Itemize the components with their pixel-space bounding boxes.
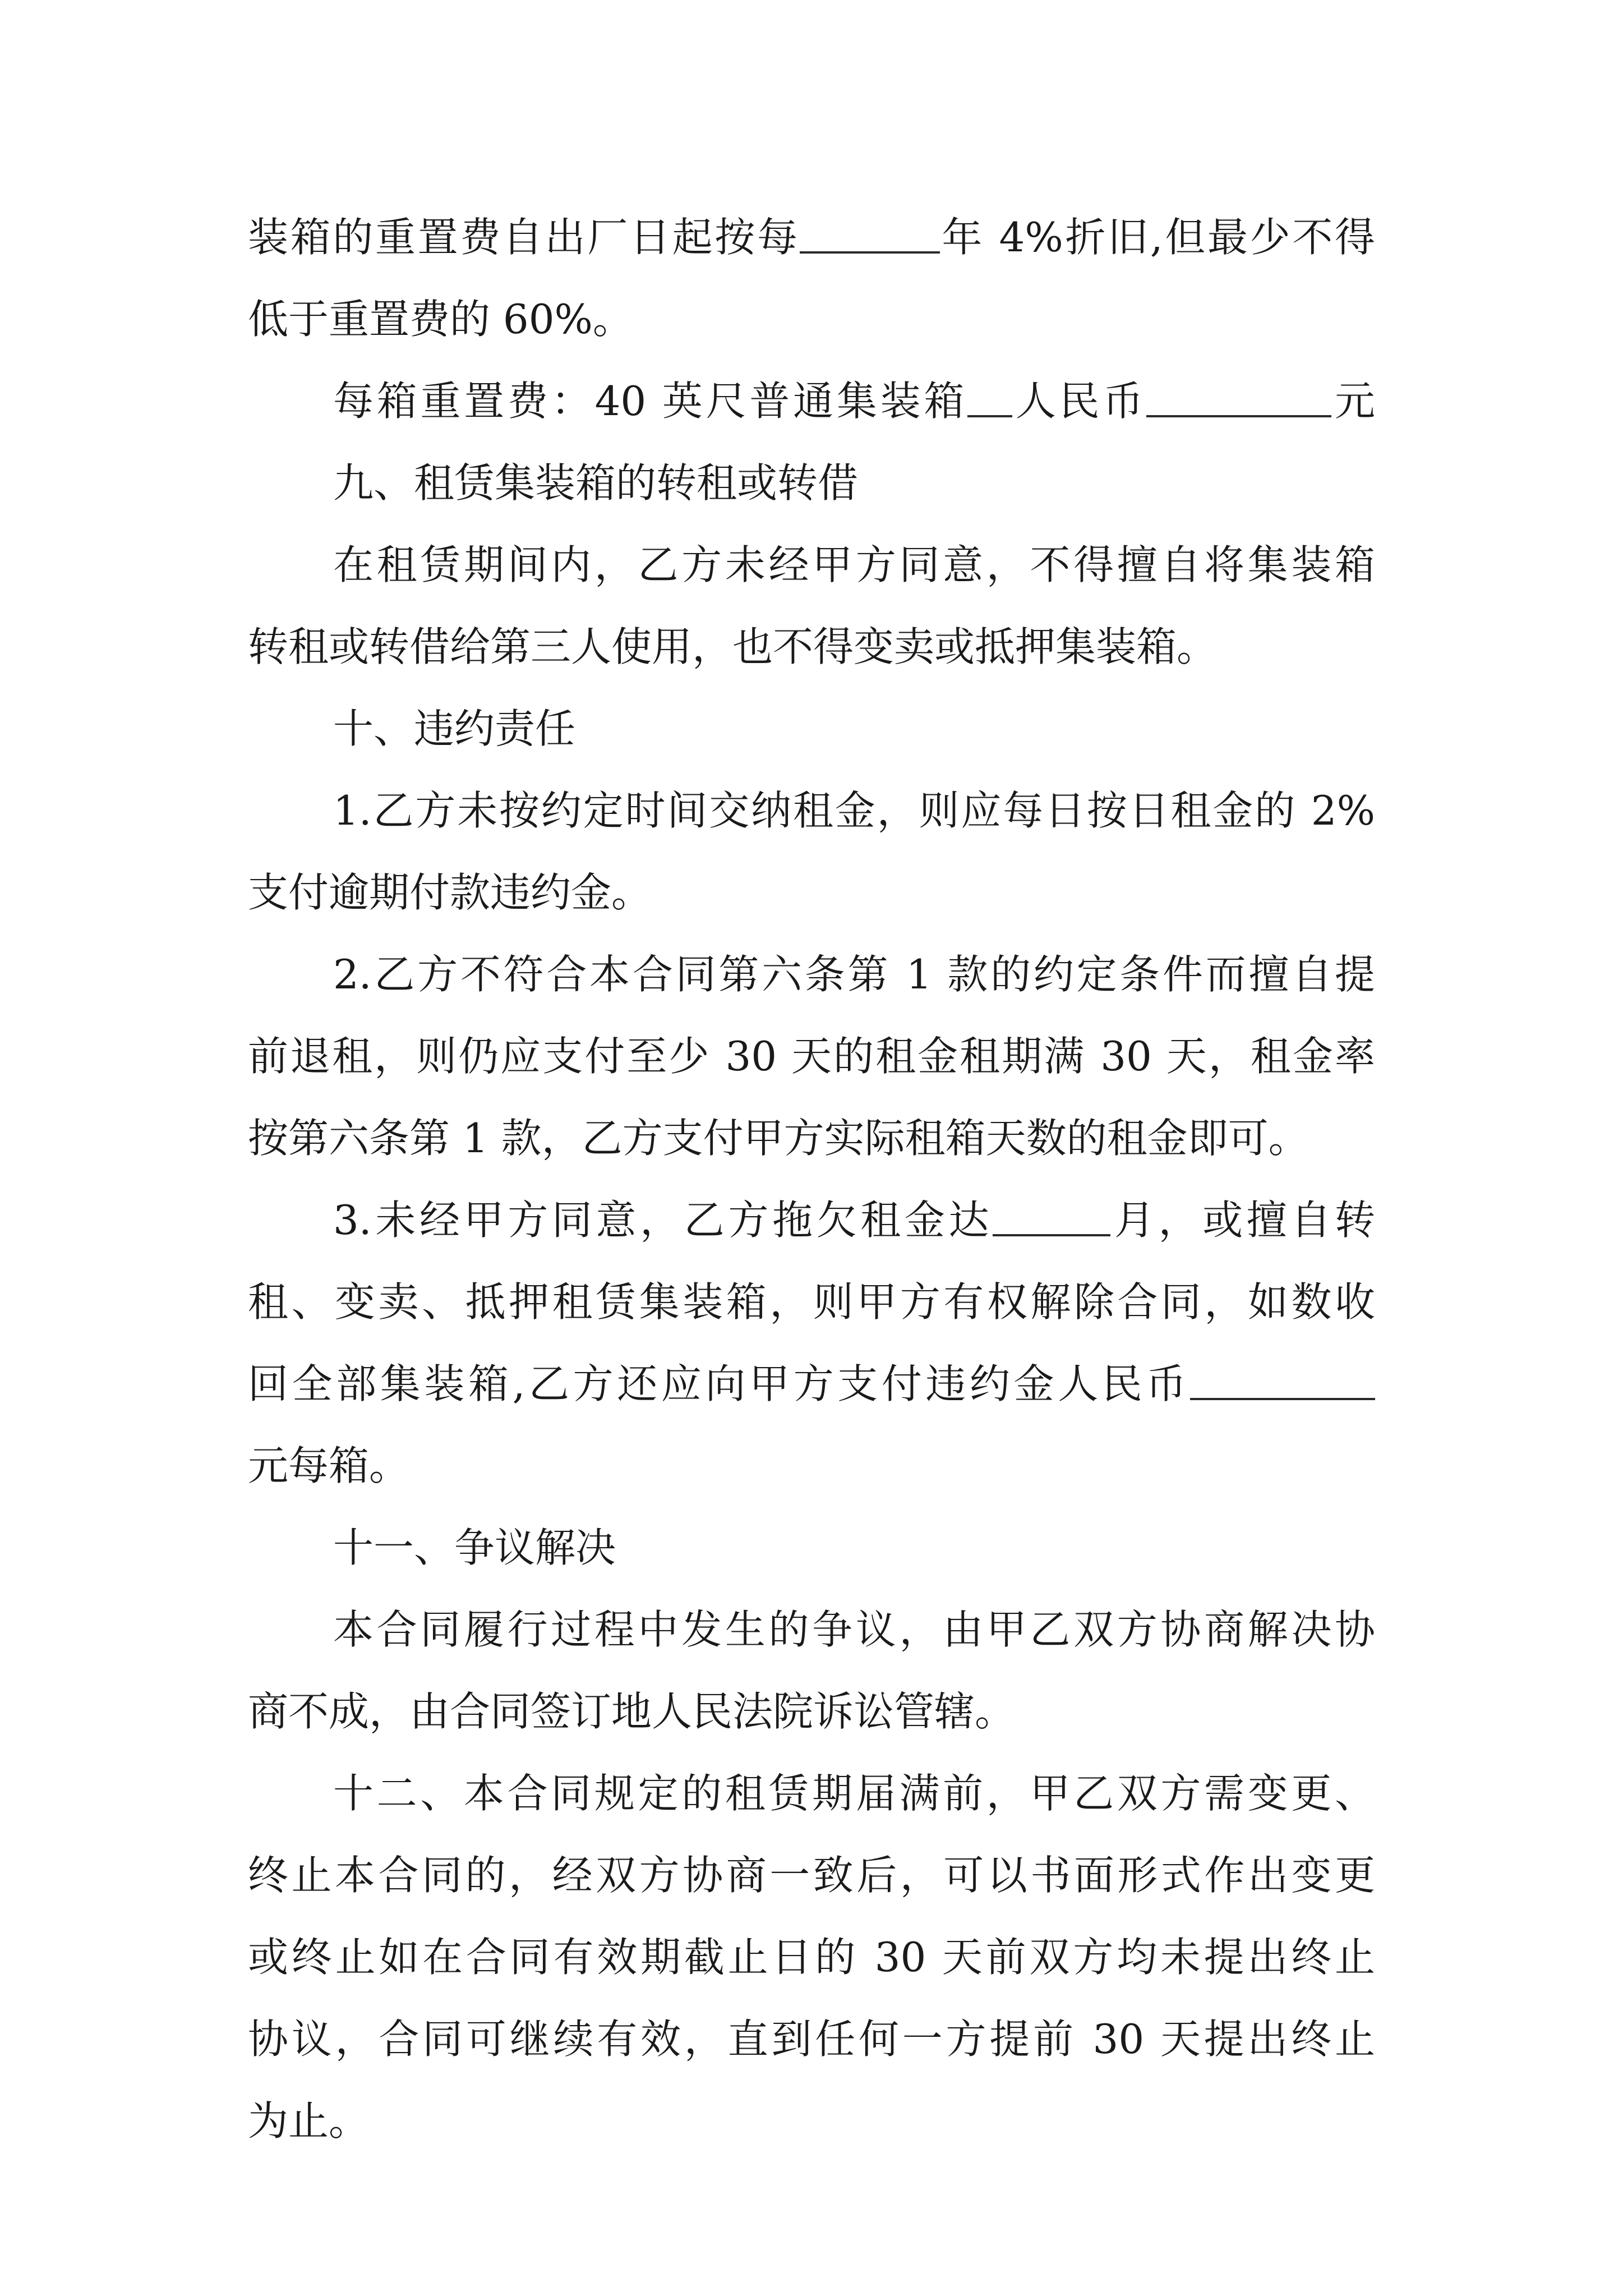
section-11-line-1: 本合同履行过程中发生的争议，由甲乙双方协商解决协 bbox=[333, 1606, 1375, 1653]
section-12-line-3: 或终止如在合同有效期截止日的 30 天前双方均未提出终止 bbox=[248, 1934, 1375, 1981]
section-12-line-2: 终止本合同的，经双方协商一致后，可以书面形式作出变更 bbox=[248, 1852, 1375, 1899]
section-9-heading: 九、租赁集装箱的转租或转借 bbox=[333, 459, 859, 507]
section-10-item-3-line-3 bbox=[248, 1343, 1375, 1425]
fill-in-blank bbox=[967, 381, 1012, 417]
section-12-line-4: 协议，合同可继续有效，直到任何一方提前 30 天提出终止 bbox=[248, 2016, 1375, 2063]
section-10-heading: 十、违约责任 bbox=[333, 705, 576, 752]
section-10-item-2-line-3: 按第六条第 1 款，乙方支付甲方实际租箱天数的租金即可。 bbox=[248, 1115, 1309, 1162]
fill-in-blank bbox=[800, 218, 940, 254]
section-9-line-1: 在租赁期间内，乙方未经甲方同意，不得擅自将集装箱 bbox=[333, 541, 1375, 588]
section-9-line-2: 转租或转借给第三人使用，也不得变卖或抵押集装箱。 bbox=[248, 623, 1218, 670]
text-fragment: 年 4%折旧,但最少不得 bbox=[939, 214, 1375, 261]
replacement-cost-line bbox=[248, 360, 1375, 442]
text-fragment: 元 bbox=[1331, 378, 1375, 425]
section-11-heading: 十一、争议解决 bbox=[333, 1524, 616, 1571]
depreciation-line-2: 低于重置费的 60%。 bbox=[248, 296, 633, 343]
fill-in-blank bbox=[1190, 1364, 1375, 1400]
section-12-line-5: 为止。 bbox=[248, 2097, 370, 2145]
section-10-item-2-line-1: 2.乙方不符合本合同第六条第 1 款的约定条件而擅自提 bbox=[333, 951, 1375, 998]
depreciation-line-1 bbox=[248, 196, 1375, 278]
section-11-line-2: 商不成，由合同签订地人民法院诉讼管辖。 bbox=[248, 1688, 1016, 1735]
section-12-line-1: 十二、本合同规定的租赁期届满前，甲乙双方需变更、 bbox=[333, 1770, 1375, 1817]
text-fragment: 装箱的重置费自出厂日起按每 bbox=[248, 214, 800, 261]
section-10-item-2-line-2: 前退租，则仍应支付至少 30 天的租金租期满 30 天，租金率 bbox=[248, 1033, 1375, 1080]
section-10-item-1-line-2: 支付逾期付款违约金。 bbox=[248, 869, 652, 916]
text-fragment: 3.未经甲方同意，乙方拖欠租金达 bbox=[333, 1197, 993, 1244]
section-10-item-3-line-2: 租、变卖、抵押租赁集装箱，则甲方有权解除合同，如数收 bbox=[248, 1278, 1375, 1326]
section-10-item-3-line-4: 元每箱。 bbox=[248, 1442, 410, 1489]
document-body bbox=[248, 196, 1375, 2162]
section-10-item-1-line-1: 1.乙方未按约定时间交纳租金，则应每日按日租金的 2% bbox=[333, 787, 1375, 834]
text-fragment: 月，或擅自转 bbox=[1110, 1197, 1375, 1244]
fill-in-blank bbox=[993, 1200, 1110, 1236]
section-10-item-3-line-1 bbox=[248, 1179, 1375, 1261]
fill-in-blank bbox=[1146, 381, 1331, 417]
text-fragment: 人民币 bbox=[1012, 378, 1147, 425]
text-fragment: 回全部集装箱,乙方还应向甲方支付违约金人民币 bbox=[248, 1360, 1190, 1407]
text-fragment: 每箱重置费：40 英尺普通集装箱 bbox=[333, 378, 968, 425]
